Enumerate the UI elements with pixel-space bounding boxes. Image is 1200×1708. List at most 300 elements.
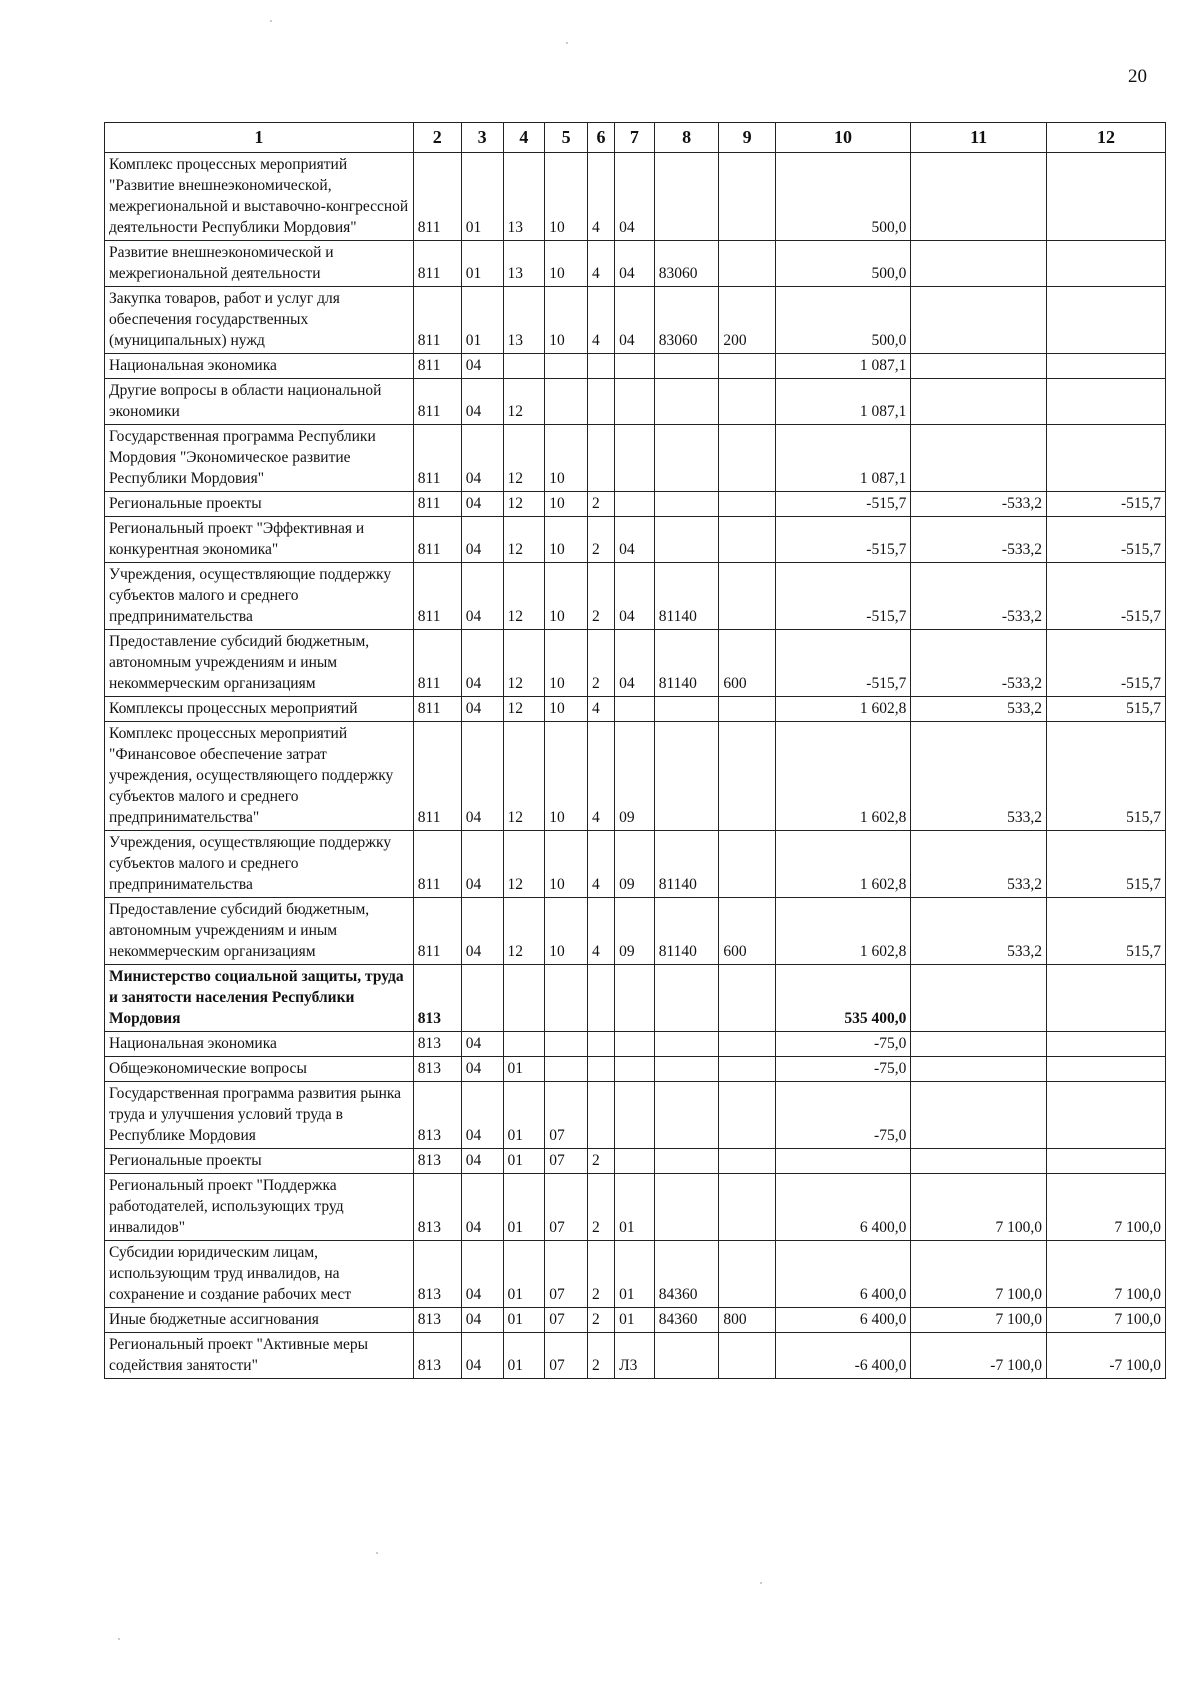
- cell-col-3: 04: [461, 898, 503, 965]
- cell-col-12: [1046, 1057, 1165, 1082]
- cell-col-8: 84360: [654, 1308, 719, 1333]
- cell-col-5: 07: [545, 1241, 588, 1308]
- cell-col-12: [1046, 241, 1165, 287]
- cell-col-10: 1 602,8: [775, 697, 911, 722]
- table-row: [105, 1308, 1166, 1333]
- row-name-cell: Национальная экономика: [105, 1032, 414, 1057]
- cell-col-7: 04: [615, 241, 655, 287]
- table-row: [105, 1241, 1166, 1308]
- row-name-cell: Общеэкономические вопросы: [105, 1057, 414, 1082]
- cell-col-11: 7 100,0: [911, 1174, 1047, 1241]
- cell-col-3: 04: [461, 630, 503, 697]
- cell-col-10: 1 087,1: [775, 425, 911, 492]
- table-row: [105, 563, 1166, 630]
- scan-speck: [270, 20, 272, 22]
- header-row: [105, 123, 1166, 153]
- cell-col-6: 2: [587, 1333, 614, 1379]
- table-row: [105, 1057, 1166, 1082]
- cell-col-2: 813: [413, 965, 461, 1032]
- cell-col-5: 10: [545, 241, 588, 287]
- cell-col-10: [775, 1149, 911, 1174]
- cell-col-9: [719, 1241, 775, 1308]
- cell-col-8: [654, 1032, 719, 1057]
- cell-col-9: [719, 1057, 775, 1082]
- cell-col-7: 09: [615, 898, 655, 965]
- cell-col-8: [654, 1333, 719, 1379]
- cell-col-2: 813: [413, 1032, 461, 1057]
- cell-col-11: [911, 425, 1047, 492]
- row-name-cell: Государственная программа Республики Мордовия "Экономическое развитие Республики Мордовия": [105, 425, 414, 492]
- cell-col-7: 04: [615, 287, 655, 354]
- cell-col-2: 811: [413, 898, 461, 965]
- cell-col-3: 01: [461, 241, 503, 287]
- cell-col-6: [587, 965, 614, 1032]
- cell-col-9: [719, 1082, 775, 1149]
- cell-col-10: -515,7: [775, 563, 911, 630]
- cell-col-8: [654, 697, 719, 722]
- cell-col-8: [654, 153, 719, 241]
- cell-col-10: -75,0: [775, 1032, 911, 1057]
- cell-col-6: 2: [587, 1149, 614, 1174]
- cell-col-4: 12: [503, 379, 545, 425]
- cell-col-8: [654, 722, 719, 831]
- cell-col-9: [719, 517, 775, 563]
- row-name-cell: Государственная программа развития рынка труда и улучшения условий труда в Республике Мордовия: [105, 1082, 414, 1149]
- cell-col-7: [615, 1057, 655, 1082]
- cell-col-7: [615, 425, 655, 492]
- cell-col-5: [545, 354, 588, 379]
- cell-col-11: 533,2: [911, 722, 1047, 831]
- table-row: [105, 898, 1166, 965]
- row-name-cell: Региональные проекты: [105, 492, 414, 517]
- cell-col-4: 12: [503, 563, 545, 630]
- cell-col-4: 01: [503, 1308, 545, 1333]
- cell-col-9: [719, 1174, 775, 1241]
- cell-col-10: -75,0: [775, 1057, 911, 1082]
- cell-col-9: [719, 153, 775, 241]
- cell-col-10: 500,0: [775, 287, 911, 354]
- cell-col-3: 04: [461, 492, 503, 517]
- row-name-cell: Региональный проект "Эффективная и конкурентная экономика": [105, 517, 414, 563]
- cell-col-4: 12: [503, 425, 545, 492]
- cell-col-2: 811: [413, 697, 461, 722]
- cell-col-3: 04: [461, 831, 503, 898]
- cell-col-11: 533,2: [911, 831, 1047, 898]
- table-row: [105, 630, 1166, 697]
- cell-col-11: [911, 1057, 1047, 1082]
- table-row: [105, 354, 1166, 379]
- cell-col-10: -75,0: [775, 1082, 911, 1149]
- row-name-cell: Иные бюджетные ассигнования: [105, 1308, 414, 1333]
- cell-col-2: 813: [413, 1333, 461, 1379]
- cell-col-12: 7 100,0: [1046, 1174, 1165, 1241]
- cell-col-11: 533,2: [911, 898, 1047, 965]
- cell-col-4: 12: [503, 898, 545, 965]
- table-row: [105, 697, 1166, 722]
- cell-col-11: [911, 1082, 1047, 1149]
- cell-col-5: 10: [545, 287, 588, 354]
- cell-col-10: -6 400,0: [775, 1333, 911, 1379]
- cell-col-3: 04: [461, 1241, 503, 1308]
- row-name-cell: Комплекс процессных мероприятий "Развитие внешнеэкономической, межрегиональной и выставочно-конгрессной деятельности Республики Мордовия": [105, 153, 414, 241]
- cell-col-4: 13: [503, 241, 545, 287]
- cell-col-3: 04: [461, 1032, 503, 1057]
- scan-speck: [566, 42, 568, 44]
- cell-col-2: 811: [413, 517, 461, 563]
- cell-col-10: -515,7: [775, 492, 911, 517]
- column-header: 6: [587, 123, 614, 153]
- cell-col-12: 515,7: [1046, 722, 1165, 831]
- table-row: [105, 241, 1166, 287]
- cell-col-11: -533,2: [911, 630, 1047, 697]
- cell-col-5: 10: [545, 563, 588, 630]
- cell-col-7: 04: [615, 153, 655, 241]
- cell-col-12: -515,7: [1046, 630, 1165, 697]
- cell-col-10: 6 400,0: [775, 1174, 911, 1241]
- row-name-cell: Закупка товаров, работ и услуг для обеспечения государственных (муниципальных) нужд: [105, 287, 414, 354]
- cell-col-3: 04: [461, 722, 503, 831]
- cell-col-11: -7 100,0: [911, 1333, 1047, 1379]
- table-row: [105, 1032, 1166, 1057]
- cell-col-11: 7 100,0: [911, 1308, 1047, 1333]
- cell-col-5: 10: [545, 722, 588, 831]
- cell-col-6: 4: [587, 831, 614, 898]
- cell-col-10: 6 400,0: [775, 1308, 911, 1333]
- cell-col-11: -533,2: [911, 517, 1047, 563]
- scan-speck: [118, 1638, 120, 1640]
- cell-col-5: 10: [545, 831, 588, 898]
- cell-col-11: [911, 153, 1047, 241]
- cell-col-9: [719, 831, 775, 898]
- cell-col-5: 07: [545, 1149, 588, 1174]
- cell-col-9: [719, 563, 775, 630]
- cell-col-2: 811: [413, 492, 461, 517]
- cell-col-10: 535 400,0: [775, 965, 911, 1032]
- cell-col-6: [587, 379, 614, 425]
- cell-col-10: 500,0: [775, 241, 911, 287]
- cell-col-3: 04: [461, 1174, 503, 1241]
- cell-col-10: 6 400,0: [775, 1241, 911, 1308]
- row-name-cell: Министерство социальной защиты, труда и занятости населения Республики Мордовия: [105, 965, 414, 1032]
- cell-col-2: 811: [413, 630, 461, 697]
- cell-col-11: 7 100,0: [911, 1241, 1047, 1308]
- cell-col-2: 811: [413, 379, 461, 425]
- cell-col-8: [654, 1082, 719, 1149]
- column-header: 9: [719, 123, 775, 153]
- cell-col-12: 7 100,0: [1046, 1308, 1165, 1333]
- cell-col-6: [587, 425, 614, 492]
- cell-col-7: [615, 1082, 655, 1149]
- row-name-cell: Комплексы процессных мероприятий: [105, 697, 414, 722]
- cell-col-7: [615, 379, 655, 425]
- cell-col-2: 811: [413, 153, 461, 241]
- column-header: 8: [654, 123, 719, 153]
- cell-col-9: [719, 1032, 775, 1057]
- table-row: [105, 965, 1166, 1032]
- cell-col-6: [587, 1082, 614, 1149]
- cell-col-6: 4: [587, 153, 614, 241]
- row-name-cell: Региональный проект "Поддержка работодателей, использующих труд инвалидов": [105, 1174, 414, 1241]
- column-header: 10: [775, 123, 911, 153]
- cell-col-2: 813: [413, 1057, 461, 1082]
- cell-col-8: [654, 517, 719, 563]
- column-header: 4: [503, 123, 545, 153]
- cell-col-6: 2: [587, 1241, 614, 1308]
- cell-col-9: [719, 379, 775, 425]
- cell-col-3: 01: [461, 287, 503, 354]
- cell-col-9: [719, 425, 775, 492]
- cell-col-9: 600: [719, 898, 775, 965]
- table-row: [105, 517, 1166, 563]
- cell-col-8: [654, 1149, 719, 1174]
- cell-col-11: -533,2: [911, 492, 1047, 517]
- cell-col-10: -515,7: [775, 630, 911, 697]
- cell-col-9: [719, 1333, 775, 1379]
- cell-col-8: 81140: [654, 630, 719, 697]
- cell-col-5: 10: [545, 153, 588, 241]
- cell-col-10: 1 602,8: [775, 898, 911, 965]
- cell-col-5: 10: [545, 630, 588, 697]
- page-number: 20: [1128, 66, 1147, 87]
- cell-col-7: 01: [615, 1308, 655, 1333]
- cell-col-9: [719, 965, 775, 1032]
- table-row: [105, 1082, 1166, 1149]
- cell-col-4: 12: [503, 697, 545, 722]
- cell-col-4: 12: [503, 831, 545, 898]
- cell-col-9: [719, 241, 775, 287]
- cell-col-8: [654, 965, 719, 1032]
- cell-col-7: [615, 1149, 655, 1174]
- cell-col-5: 07: [545, 1174, 588, 1241]
- cell-col-2: 811: [413, 563, 461, 630]
- cell-col-4: 12: [503, 517, 545, 563]
- cell-col-6: 2: [587, 630, 614, 697]
- cell-col-7: [615, 354, 655, 379]
- cell-col-10: 500,0: [775, 153, 911, 241]
- cell-col-2: 811: [413, 287, 461, 354]
- cell-col-2: 811: [413, 722, 461, 831]
- cell-col-10: 1 602,8: [775, 831, 911, 898]
- cell-col-3: 04: [461, 1082, 503, 1149]
- cell-col-3: 04: [461, 563, 503, 630]
- cell-col-11: [911, 1032, 1047, 1057]
- cell-col-4: 12: [503, 492, 545, 517]
- cell-col-12: -515,7: [1046, 563, 1165, 630]
- cell-col-12: 515,7: [1046, 898, 1165, 965]
- cell-col-6: [587, 354, 614, 379]
- row-name-cell: Субсидии юридическим лицам, использующим труд инвалидов, на сохранение и создание рабочих мест: [105, 1241, 414, 1308]
- cell-col-5: [545, 965, 588, 1032]
- cell-col-11: [911, 354, 1047, 379]
- cell-col-11: [911, 379, 1047, 425]
- cell-col-12: [1046, 1082, 1165, 1149]
- cell-col-5: 07: [545, 1333, 588, 1379]
- cell-col-6: 4: [587, 697, 614, 722]
- table-row: [105, 1174, 1166, 1241]
- cell-col-5: 07: [545, 1082, 588, 1149]
- cell-col-7: 01: [615, 1174, 655, 1241]
- table-row: [105, 1149, 1166, 1174]
- cell-col-8: 81140: [654, 898, 719, 965]
- cell-col-8: 81140: [654, 563, 719, 630]
- cell-col-9: 200: [719, 287, 775, 354]
- scan-speck: [376, 1552, 378, 1554]
- column-header: 5: [545, 123, 588, 153]
- cell-col-5: 10: [545, 492, 588, 517]
- cell-col-12: [1046, 379, 1165, 425]
- cell-col-3: 04: [461, 1333, 503, 1379]
- cell-col-9: [719, 492, 775, 517]
- budget-table: [104, 122, 1166, 1379]
- row-name-cell: Другие вопросы в области национальной экономики: [105, 379, 414, 425]
- cell-col-12: [1046, 425, 1165, 492]
- cell-col-9: [719, 722, 775, 831]
- cell-col-2: 813: [413, 1174, 461, 1241]
- cell-col-8: 84360: [654, 1241, 719, 1308]
- column-header: 3: [461, 123, 503, 153]
- row-name-cell: Комплекс процессных мероприятий "Финансовое обеспечение затрат учреждения, осуществляющего поддержку субъектов малого и среднего предпринимательства": [105, 722, 414, 831]
- table-row: [105, 492, 1166, 517]
- cell-col-4: 01: [503, 1174, 545, 1241]
- row-name-cell: Развитие внешнеэкономической и межрегиональной деятельности: [105, 241, 414, 287]
- cell-col-2: 811: [413, 354, 461, 379]
- cell-col-5: 10: [545, 425, 588, 492]
- cell-col-3: 04: [461, 517, 503, 563]
- cell-col-3: [461, 965, 503, 1032]
- cell-col-6: 4: [587, 241, 614, 287]
- row-name-cell: Учреждения, осуществляющие поддержку субъектов малого и среднего предпринимательства: [105, 563, 414, 630]
- cell-col-3: 01: [461, 153, 503, 241]
- cell-col-4: 01: [503, 1082, 545, 1149]
- cell-col-6: 4: [587, 898, 614, 965]
- table-row: [105, 379, 1166, 425]
- cell-col-6: 2: [587, 1308, 614, 1333]
- cell-col-4: 01: [503, 1241, 545, 1308]
- row-name-cell: Предоставление субсидий бюджетным, автономным учреждениям и иным некоммерческим организациям: [105, 898, 414, 965]
- cell-col-9: 800: [719, 1308, 775, 1333]
- cell-col-5: [545, 1032, 588, 1057]
- cell-col-6: 2: [587, 492, 614, 517]
- cell-col-8: [654, 1174, 719, 1241]
- cell-col-4: 01: [503, 1149, 545, 1174]
- column-header: 12: [1046, 123, 1165, 153]
- cell-col-5: [545, 1057, 588, 1082]
- cell-col-11: [911, 965, 1047, 1032]
- cell-col-6: 2: [587, 563, 614, 630]
- cell-col-12: -7 100,0: [1046, 1333, 1165, 1379]
- cell-col-8: [654, 379, 719, 425]
- cell-col-3: 04: [461, 425, 503, 492]
- cell-col-7: 04: [615, 630, 655, 697]
- cell-col-6: 4: [587, 722, 614, 831]
- row-name-cell: Предоставление субсидий бюджетным, автономным учреждениям и иным некоммерческим организациям: [105, 630, 414, 697]
- table-row: [105, 831, 1166, 898]
- cell-col-6: 4: [587, 287, 614, 354]
- cell-col-7: [615, 697, 655, 722]
- cell-col-10: -515,7: [775, 517, 911, 563]
- cell-col-4: [503, 1032, 545, 1057]
- cell-col-11: -533,2: [911, 563, 1047, 630]
- cell-col-6: [587, 1057, 614, 1082]
- cell-col-4: 12: [503, 630, 545, 697]
- cell-col-2: 811: [413, 831, 461, 898]
- cell-col-11: [911, 287, 1047, 354]
- cell-col-4: 01: [503, 1057, 545, 1082]
- scan-speck: [760, 1582, 762, 1584]
- row-name-cell: Национальная экономика: [105, 354, 414, 379]
- column-header: 7: [615, 123, 655, 153]
- cell-col-10: 1 602,8: [775, 722, 911, 831]
- cell-col-2: 811: [413, 425, 461, 492]
- cell-col-3: 04: [461, 697, 503, 722]
- cell-col-8: 83060: [654, 287, 719, 354]
- cell-col-7: 09: [615, 722, 655, 831]
- column-header: 11: [911, 123, 1047, 153]
- cell-col-6: 2: [587, 517, 614, 563]
- cell-col-11: 533,2: [911, 697, 1047, 722]
- cell-col-9: [719, 697, 775, 722]
- cell-col-12: 7 100,0: [1046, 1241, 1165, 1308]
- cell-col-7: Л3: [615, 1333, 655, 1379]
- table-row: [105, 153, 1166, 241]
- cell-col-4: 13: [503, 153, 545, 241]
- cell-col-3: 04: [461, 1308, 503, 1333]
- cell-col-7: [615, 965, 655, 1032]
- cell-col-8: [654, 1057, 719, 1082]
- cell-col-4: [503, 965, 545, 1032]
- table-row: [105, 1333, 1166, 1379]
- cell-col-4: [503, 354, 545, 379]
- cell-col-4: 13: [503, 287, 545, 354]
- cell-col-9: [719, 354, 775, 379]
- cell-col-7: 04: [615, 517, 655, 563]
- table-row: [105, 722, 1166, 831]
- cell-col-6: [587, 1032, 614, 1057]
- column-header: 1: [105, 123, 414, 153]
- cell-col-11: [911, 1149, 1047, 1174]
- cell-col-11: [911, 241, 1047, 287]
- cell-col-5: 07: [545, 1308, 588, 1333]
- cell-col-12: [1046, 965, 1165, 1032]
- cell-col-3: 04: [461, 1057, 503, 1082]
- cell-col-12: [1046, 287, 1165, 354]
- cell-col-12: [1046, 153, 1165, 241]
- cell-col-8: [654, 492, 719, 517]
- row-name-cell: Региональный проект "Активные меры содействия занятости": [105, 1333, 414, 1379]
- cell-col-2: 813: [413, 1241, 461, 1308]
- table-row: [105, 425, 1166, 492]
- cell-col-12: 515,7: [1046, 697, 1165, 722]
- cell-col-12: [1046, 1032, 1165, 1057]
- cell-col-5: 10: [545, 898, 588, 965]
- row-name-cell: Учреждения, осуществляющие поддержку субъектов малого и среднего предпринимательства: [105, 831, 414, 898]
- cell-col-4: 12: [503, 722, 545, 831]
- cell-col-8: 83060: [654, 241, 719, 287]
- table-body: [105, 153, 1166, 1379]
- cell-col-5: 10: [545, 517, 588, 563]
- cell-col-3: 04: [461, 1149, 503, 1174]
- row-name-cell: Региональные проекты: [105, 1149, 414, 1174]
- cell-col-12: [1046, 354, 1165, 379]
- cell-col-5: 10: [545, 697, 588, 722]
- cell-col-2: 813: [413, 1308, 461, 1333]
- cell-col-7: 04: [615, 563, 655, 630]
- cell-col-5: [545, 379, 588, 425]
- cell-col-7: [615, 492, 655, 517]
- cell-col-2: 813: [413, 1082, 461, 1149]
- cell-col-4: 01: [503, 1333, 545, 1379]
- column-header: 2: [413, 123, 461, 153]
